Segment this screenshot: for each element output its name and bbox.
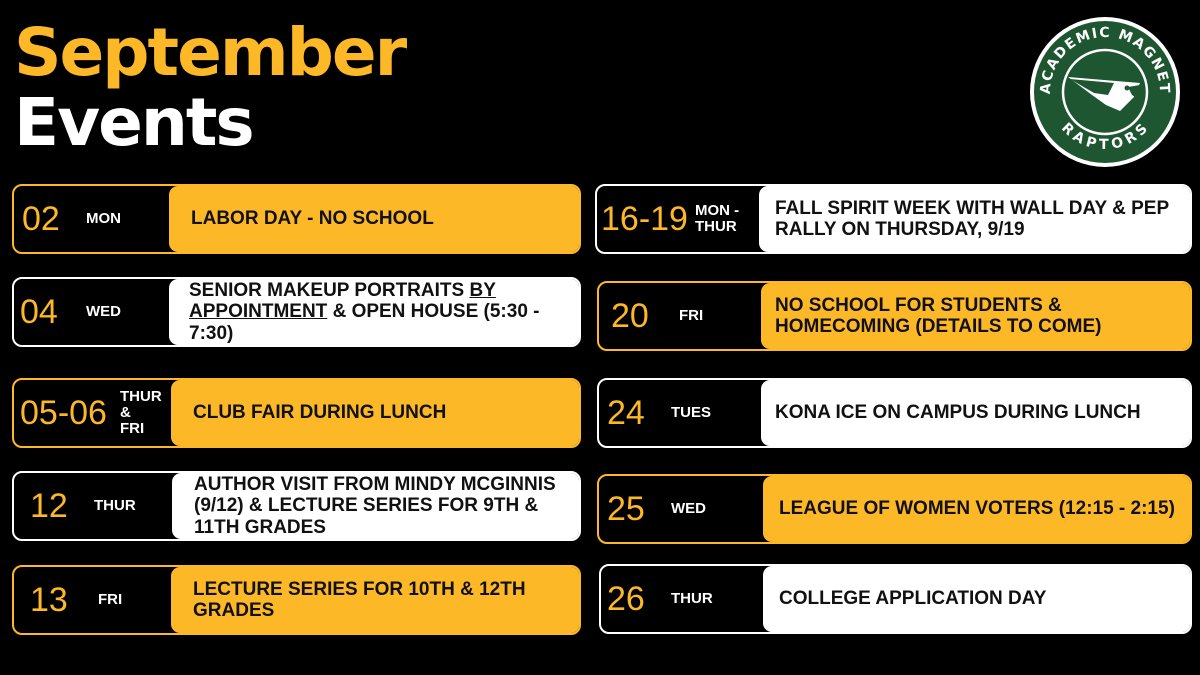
event-description: SENIOR MAKEUP PORTRAITS BY APPOINTMENT & OPEN HOUSE (5:30 - 7:30) xyxy=(169,279,579,345)
event-card-20 xyxy=(597,281,1192,351)
event-date: 12 xyxy=(30,486,68,525)
event-date: 04 xyxy=(20,292,58,331)
academic-magnet-raptors-logo xyxy=(1028,15,1182,169)
event-card-13 xyxy=(12,565,581,635)
event-day: THUR & FRI xyxy=(120,388,162,437)
event-day: THUR xyxy=(94,497,136,515)
event-card-04 xyxy=(12,277,581,347)
event-card-26 xyxy=(599,564,1192,634)
title-month: September xyxy=(14,14,406,91)
event-description: AUTHOR VISIT FROM MINDY MCGINNIS (9/12) & LECTURE SERIES FOR 9TH & 11TH GRADES xyxy=(172,473,579,539)
event-day: THUR xyxy=(671,590,713,608)
event-day: TUES xyxy=(671,404,712,422)
logo-top-text: ACADEMIC MAGNET xyxy=(1037,25,1173,95)
event-day: WED xyxy=(86,303,121,321)
event-description: NO SCHOOL FOR STUDENTS & HOMECOMING (DETAILS TO COME) xyxy=(761,283,1190,349)
logo-bottom-text: RAPTORS xyxy=(1058,119,1152,153)
event-description: LABOR DAY - NO SCHOOL xyxy=(169,186,579,252)
event-description: COLLEGE APPLICATION DAY xyxy=(763,566,1190,632)
event-date: 16-19 xyxy=(601,199,688,238)
event-description: CLUB FAIR DURING LUNCH xyxy=(171,380,579,446)
event-card-02 xyxy=(12,184,581,254)
event-description: LEAGUE OF WOMEN VOTERS (12:15 - 2:15) xyxy=(763,476,1190,542)
event-date: 25 xyxy=(607,489,645,528)
event-day: MON xyxy=(86,210,121,228)
event-date: 13 xyxy=(30,580,68,619)
event-card-12 xyxy=(12,471,581,541)
event-card-25 xyxy=(597,474,1192,544)
event-card-05-06 xyxy=(12,378,581,448)
event-day: FRI xyxy=(98,591,123,609)
event-card-16-19 xyxy=(595,184,1192,254)
event-date: 26 xyxy=(607,579,645,618)
event-day: FRI xyxy=(679,307,704,325)
event-description: FALL SPIRIT WEEK WITH WALL DAY & PEP RALLY ON THURSDAY, 9/19 xyxy=(759,186,1190,252)
event-description: KONA ICE ON CAMPUS DURING LUNCH xyxy=(761,380,1190,446)
event-date: 05-06 xyxy=(20,393,107,432)
event-description: LECTURE SERIES FOR 10TH & 12TH GRADES xyxy=(171,567,579,633)
event-day: WED xyxy=(671,500,706,518)
event-card-24 xyxy=(597,378,1192,448)
title-events: Events xyxy=(14,84,253,161)
event-date: 02 xyxy=(22,199,60,238)
event-date: 20 xyxy=(611,296,649,335)
event-day: MON - THUR xyxy=(695,202,740,235)
event-date: 24 xyxy=(607,393,645,432)
